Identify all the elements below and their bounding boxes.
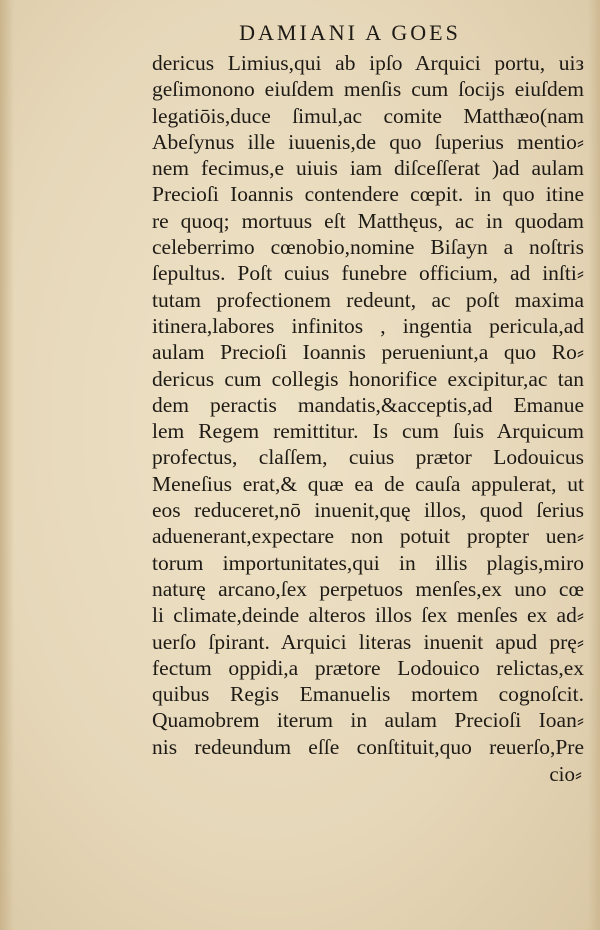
text-line: Meneſius erat,& quæ ea de cauſa appulerat, ut xyxy=(152,471,584,496)
text-line: nis redeundum eſſe conſtituit,quo reuerſo,Pre xyxy=(152,734,584,759)
text-line: tutam profectionem redeunt, ac poſt maxima xyxy=(152,287,584,312)
text-line: quibus Regis Emanuelis mortem cognoſcit. xyxy=(152,682,584,707)
text-line: itinera,labores infinitos , ingentia pericula,ad xyxy=(152,313,584,338)
text-line: re quoq; mortuus eſt Matthęus, ac in quodam xyxy=(152,208,584,233)
text-line: ſepultus. Poſt cuius funebre officium, ad inſti⸗ xyxy=(152,261,584,286)
running-head: DAMIANI A GOES xyxy=(239,20,461,45)
body-text xyxy=(152,50,584,760)
text-line: Abeſynus ille iuuenis,de quo ſuperius mentio⸗ xyxy=(152,129,584,154)
text-line: geſimonono eiuſdem menſis cum ſocijs eiuſdem xyxy=(152,77,584,102)
text-line: dem peractis mandatis,&acceptis,ad Emanue xyxy=(152,392,584,417)
text-line: naturę arcano,ſex perpetuos menſes,ex uno cœ xyxy=(152,576,584,601)
text-line: dericus Limius,qui ab ipſo Arquici portu, uiз xyxy=(152,51,584,75)
text-line: nem fecimus,e uiuis iam diſceſſerat )ad aulam xyxy=(152,156,584,181)
text-line: celeberrimo cœnobio,nomine Biſayn a noſtris xyxy=(152,235,584,260)
text-line: aulam Precioſi Ioannis perueniunt,a quo Ro⸗ xyxy=(152,340,584,365)
text-line: eos reduceret,nō inuenit,quę illos, quod ſerius xyxy=(152,498,584,523)
text-line: torum importunitates,qui in illis plagis,miro xyxy=(152,550,584,575)
catchword: cio⸗ xyxy=(549,762,582,786)
text-line: profectus, claſſem, cuius prætor Lodouicus xyxy=(152,445,584,470)
text-line: uerſo ſpirant. Arquici literas inuenit apud prę⸗ xyxy=(152,629,584,654)
text-line: aduenerant,expectare non potuit propter uen⸗ xyxy=(152,524,584,549)
text-line: Quamobrem iterum in aulam Precioſi Ioan⸗ xyxy=(152,708,584,733)
page-edge-shadow-left xyxy=(0,0,14,930)
text-line: fectum oppidi,a prætore Lodouico relictas,ex xyxy=(152,655,584,680)
text-line: lem Regem remittitur. Is cum ſuis Arquicum xyxy=(152,419,584,444)
text-line: dericus cum collegis honorifice excipitur,ac tan xyxy=(152,366,584,391)
text-line: li climate,deinde alteros illos ſex menſes ex ad⸗ xyxy=(152,603,584,628)
text-line: legatiōis,duce ſimul,ac comite Matthæo(nam xyxy=(152,103,584,128)
page-edge-shadow-right xyxy=(588,0,600,930)
text-line: Precioſi Ioannis contendere cœpit. in quo itine xyxy=(152,182,584,207)
